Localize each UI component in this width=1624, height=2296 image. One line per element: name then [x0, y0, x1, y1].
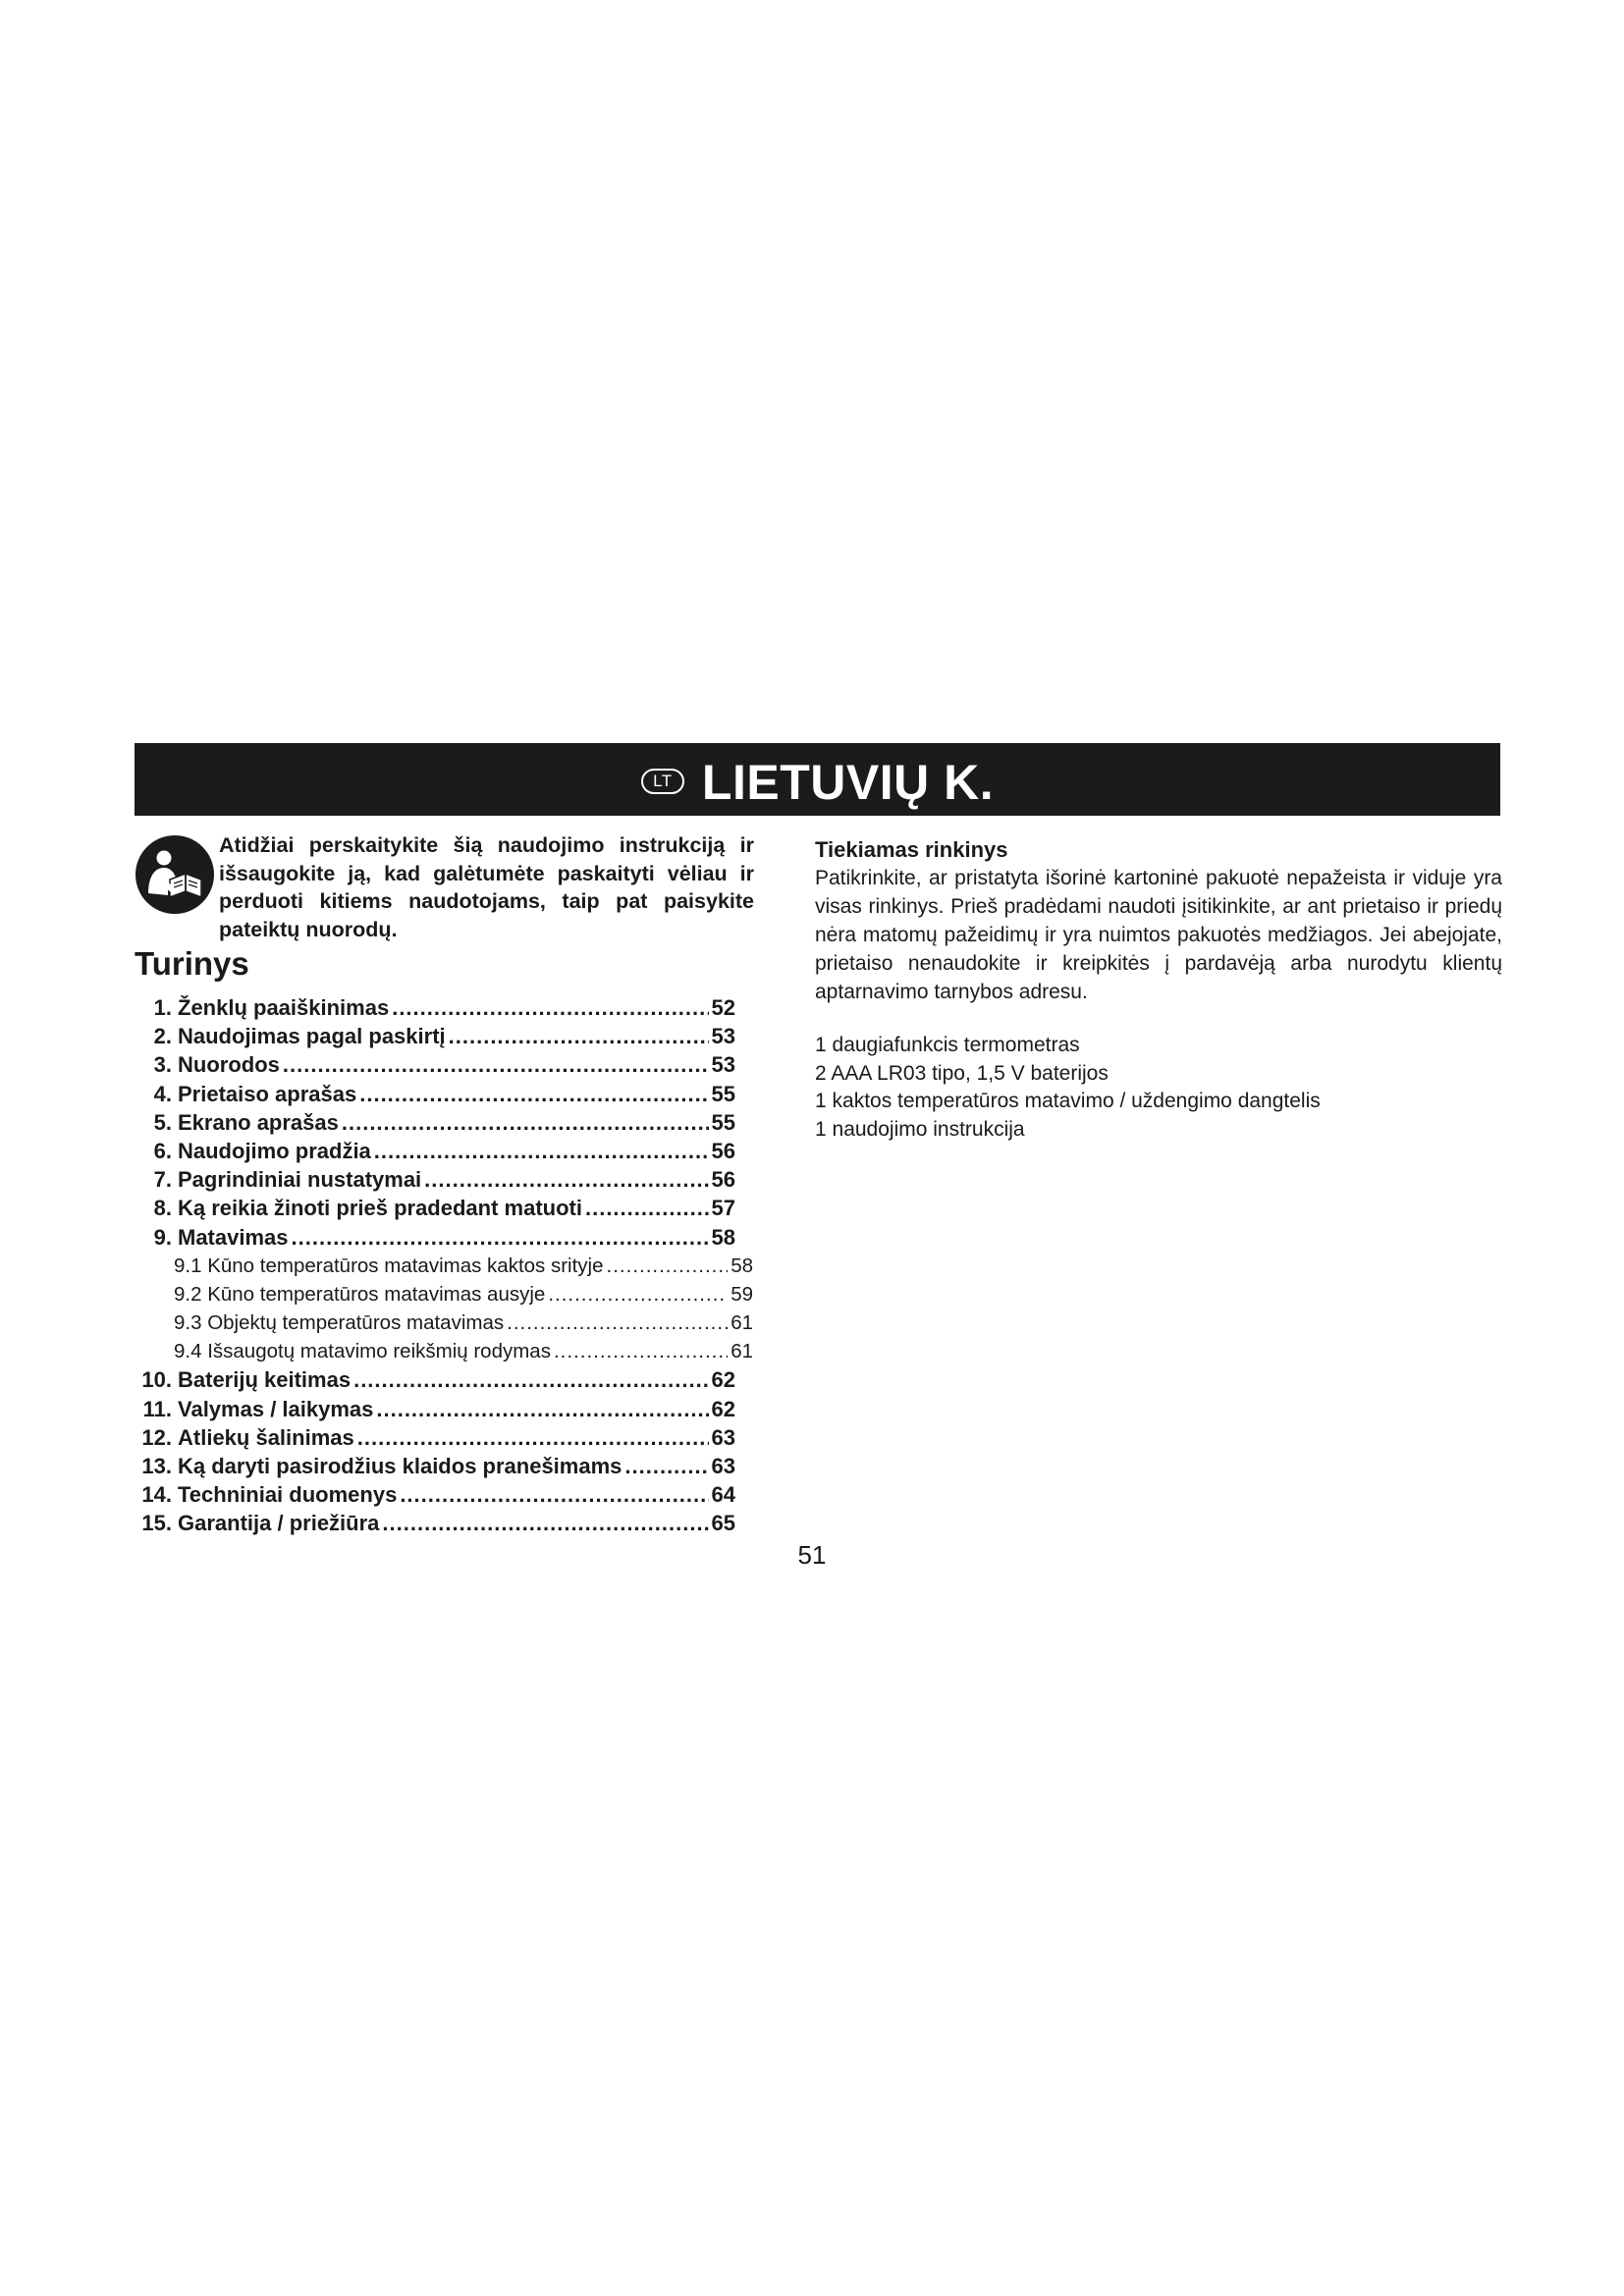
toc-leader-dots — [357, 1423, 709, 1452]
language-title: LIETUVIŲ K. — [701, 755, 995, 810]
toc-item-label: Naudojimas pagal paskirtį — [178, 1024, 446, 1049]
toc-item-number: 1. — [153, 995, 172, 1020]
toc-leader-dots — [400, 1480, 708, 1509]
toc-item-page: 55 — [711, 1081, 735, 1106]
toc-item-number: 10. — [141, 1367, 172, 1393]
list-item: 1 kaktos temperatūros matavimo / uždengimo dangtelis — [815, 1090, 1321, 1112]
toc-subitem[interactable] — [135, 1252, 753, 1280]
toc-item[interactable] — [135, 1194, 735, 1222]
toc-leader-dots — [342, 1108, 709, 1137]
toc-item-label: Nuorodos — [178, 1052, 280, 1078]
toc-item-page: 57 — [711, 1196, 735, 1221]
toc-subitem[interactable] — [135, 1308, 753, 1337]
toc-item-page: 53 — [711, 1052, 735, 1078]
toc-item[interactable] — [135, 1108, 735, 1137]
toc-item[interactable] — [135, 1165, 735, 1194]
toc-item-number: 12. — [141, 1424, 172, 1450]
toc-subitem[interactable] — [135, 1337, 753, 1365]
table-of-contents — [135, 993, 753, 1538]
toc-item-label: Ženklų paaiškinimas — [178, 995, 390, 1020]
toc-item-number: 4. — [153, 1081, 172, 1106]
toc-item[interactable] — [135, 1080, 735, 1108]
toc-item-number: 5. — [153, 1109, 172, 1135]
toc-item-label: Valymas / laikymas — [178, 1396, 374, 1421]
toc-main-list-continued — [135, 1365, 735, 1537]
read-instructions-text: Atidžiai perskaitykite šią naudojimo instrukciją ir išsaugokite ją, kad galėtumėte paskaityti vėliau ir perduoti kitiems naudotojams, taip pat paisykite pateiktų nuorodų. — [219, 833, 754, 941]
toc-item[interactable] — [135, 1137, 735, 1165]
list-item: 2 AAA LR03 tipo, 1,5 V baterijos — [815, 1061, 1109, 1085]
toc-item-label: Baterijų keitimas — [178, 1367, 352, 1393]
toc-item-number: 14. — [141, 1482, 172, 1508]
toc-subitem-label: 9.2 Kūno temperatūros matavimas ausyje — [174, 1282, 546, 1306]
toc-item-label: Garantija / priežiūra — [178, 1511, 380, 1536]
toc-item-label: Atliekų šalinimas — [178, 1424, 354, 1450]
toc-subitem-label: 9.3 Objektų temperatūros matavimas — [174, 1311, 505, 1335]
toc-item-number: 15. — [141, 1511, 172, 1536]
toc-item[interactable] — [135, 993, 735, 1022]
toc-subitem-label: 9.4 Išsaugotų matavimo reikšmių rodymas — [174, 1340, 551, 1363]
toc-item[interactable] — [135, 1223, 735, 1252]
toc-item[interactable] — [135, 1395, 735, 1423]
toc-item-page: 56 — [711, 1167, 735, 1193]
toc-item-number: 3. — [153, 1052, 172, 1078]
toc-leader-dots — [392, 993, 708, 1022]
toc-leader-dots — [292, 1223, 709, 1252]
toc-item-page: 53 — [711, 1024, 735, 1049]
language-badge: LT — [641, 769, 684, 794]
toc-leader-dots — [585, 1194, 709, 1222]
toc-item-page: 56 — [711, 1138, 735, 1163]
toc-item-label: Techniniai duomenys — [178, 1482, 398, 1508]
toc-item-page: 62 — [711, 1396, 735, 1421]
toc-item-number: 13. — [141, 1454, 172, 1478]
toc-item-number: 6. — [153, 1138, 172, 1163]
toc-item[interactable] — [135, 1509, 735, 1537]
toc-item[interactable] — [135, 1050, 735, 1079]
toc-subitem-label: 9.1 Kūno temperatūros matavimas kaktos srityje — [174, 1254, 604, 1277]
toc-leader-dots — [353, 1365, 708, 1394]
toc-item-number: 9. — [153, 1224, 172, 1250]
toc-subitem[interactable] — [135, 1280, 753, 1308]
toc-leader-dots — [359, 1080, 708, 1108]
toc-item-number: 11. — [142, 1396, 172, 1421]
toc-sub-list — [135, 1252, 753, 1366]
delivery-section — [815, 836, 1502, 1144]
toc-item[interactable] — [135, 1480, 735, 1509]
toc-item-number: 8. — [153, 1196, 172, 1221]
toc-subitem-page: 61 — [731, 1311, 753, 1335]
toc-leader-dots — [507, 1308, 728, 1337]
delivery-contents-list — [815, 1032, 1502, 1144]
toc-item-label: Ką daryti pasirodžius klaidos pranešimams — [178, 1454, 623, 1478]
toc-item-label: Prietaiso aprašas — [178, 1081, 357, 1106]
list-item: 1 daugiafunkcis termometras — [815, 1034, 1080, 1056]
toc-item-page: 58 — [711, 1224, 735, 1250]
toc-leader-dots — [374, 1137, 709, 1165]
toc-title: Turinys — [135, 945, 249, 982]
toc-main-list — [135, 993, 735, 1252]
toc-leader-dots — [607, 1252, 729, 1280]
toc-item-page: 64 — [711, 1482, 735, 1508]
toc-item-label: Pagrindiniai nustatymai — [178, 1167, 422, 1193]
toc-item-page: 63 — [711, 1424, 735, 1450]
toc-item-label: Naudojimo pradžia — [178, 1138, 371, 1163]
language-header-bar — [135, 743, 1500, 816]
toc-item-page: 55 — [711, 1109, 735, 1135]
toc-leader-dots — [283, 1050, 709, 1079]
toc-item-number: 7. — [153, 1167, 172, 1193]
delivery-heading: Tiekiamas rinkinys — [815, 837, 1008, 862]
toc-subitem-page: 61 — [731, 1340, 753, 1363]
toc-item-page: 63 — [711, 1454, 735, 1478]
toc-item-page: 52 — [711, 995, 735, 1020]
toc-leader-dots — [449, 1022, 709, 1050]
toc-leader-dots — [382, 1509, 708, 1537]
toc-leader-dots — [624, 1452, 708, 1480]
toc-leader-dots — [424, 1165, 708, 1194]
page-number: 51 — [797, 1540, 827, 1570]
toc-item-label: Ką reikia žinoti prieš pradedant matuoti — [178, 1196, 582, 1221]
toc-item-page: 65 — [711, 1511, 735, 1536]
toc-item-page: 62 — [711, 1367, 735, 1393]
toc-leader-dots — [554, 1337, 728, 1365]
toc-item-label: Ekrano aprašas — [178, 1109, 339, 1135]
read-manual-icon — [135, 834, 215, 915]
toc-subitem-page: 58 — [731, 1254, 753, 1277]
toc-item[interactable] — [135, 1365, 735, 1394]
toc-item[interactable] — [135, 1022, 735, 1050]
toc-item-number: 2. — [153, 1024, 172, 1049]
toc-item[interactable] — [135, 1452, 735, 1480]
toc-leader-dots — [548, 1280, 728, 1308]
toc-item-label: Matavimas — [178, 1224, 289, 1250]
toc-subitem-page: 59 — [731, 1282, 753, 1306]
list-item: 1 naudojimo instrukcija — [815, 1117, 1025, 1141]
toc-leader-dots — [376, 1395, 708, 1423]
delivery-body: Patikrinkite, ar pristatyta išorinė kartoninė pakuotė nepažeista ir viduje yra visas rinkinys. Prieš pradėdami naudoti įsitikinkite, ar ant prietaiso ir priedų nėra matomų pažeidimų ir yra nuimtos pakuotės medžiagos. Jei abejojate, prietaiso nenaudokite ir kreipkitės į pardavėją arba nurodytu klientų aptarnavimo tarnybos adresu. — [815, 867, 1502, 1003]
toc-item[interactable] — [135, 1423, 735, 1452]
